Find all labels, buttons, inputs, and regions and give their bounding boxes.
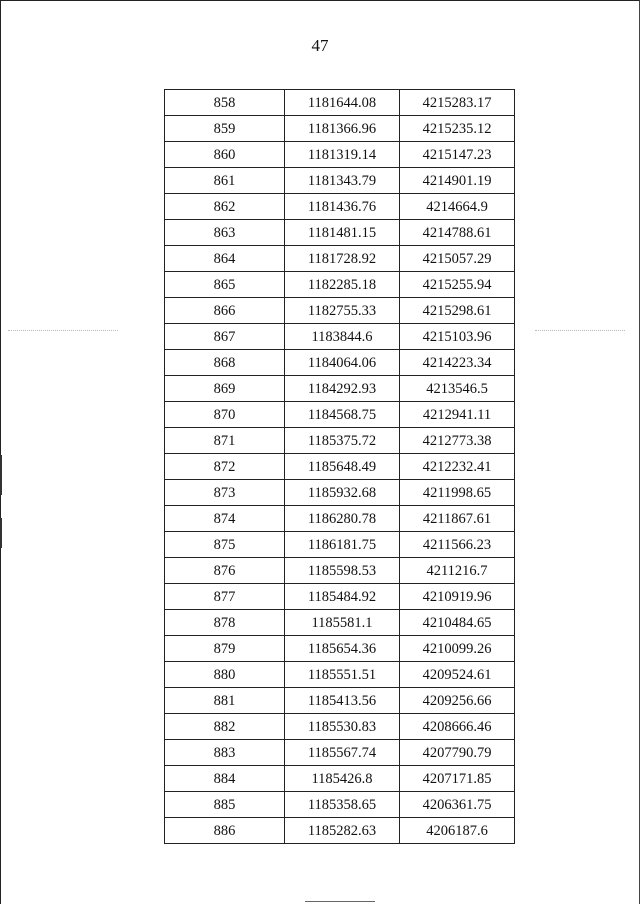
x-coordinate-cell: 1185530.83 [285, 714, 400, 740]
point-number-cell: 862 [165, 194, 285, 220]
scan-edge-mark [0, 455, 2, 495]
point-number-cell: 881 [165, 688, 285, 714]
coordinates-table [164, 89, 515, 844]
x-coordinate-cell: 1185413.56 [285, 688, 400, 714]
x-coordinate-cell: 1181343.79 [285, 168, 400, 194]
table-row [165, 350, 515, 376]
scan-artifact-right [535, 330, 625, 332]
table-row [165, 740, 515, 766]
x-coordinate-cell: 1182755.33 [285, 298, 400, 324]
point-number-cell: 868 [165, 350, 285, 376]
table-row [165, 324, 515, 350]
table-row [165, 766, 515, 792]
table-row [165, 558, 515, 584]
table-row [165, 246, 515, 272]
y-coordinate-cell: 4215057.29 [400, 246, 515, 272]
table-row [165, 662, 515, 688]
x-coordinate-cell: 1182285.18 [285, 272, 400, 298]
point-number-cell: 870 [165, 402, 285, 428]
x-coordinate-cell: 1185551.51 [285, 662, 400, 688]
x-coordinate-cell: 1183844.6 [285, 324, 400, 350]
table-row [165, 90, 515, 116]
y-coordinate-cell: 4211566.23 [400, 532, 515, 558]
point-number-cell: 879 [165, 636, 285, 662]
x-coordinate-cell: 1186181.75 [285, 532, 400, 558]
point-number-cell: 872 [165, 454, 285, 480]
y-coordinate-cell: 4215147.23 [400, 142, 515, 168]
table-row [165, 688, 515, 714]
point-number-cell: 858 [165, 90, 285, 116]
x-coordinate-cell: 1181319.14 [285, 142, 400, 168]
y-coordinate-cell: 4209524.61 [400, 662, 515, 688]
point-number-cell: 878 [165, 610, 285, 636]
table-row [165, 272, 515, 298]
table-row [165, 298, 515, 324]
table-row [165, 402, 515, 428]
y-coordinate-cell: 4214901.19 [400, 168, 515, 194]
table-row [165, 714, 515, 740]
y-coordinate-cell: 4209256.66 [400, 688, 515, 714]
point-number-cell: 863 [165, 220, 285, 246]
y-coordinate-cell: 4211867.61 [400, 506, 515, 532]
y-coordinate-cell: 4210919.96 [400, 584, 515, 610]
table-row [165, 792, 515, 818]
table-row [165, 480, 515, 506]
y-coordinate-cell: 4211998.65 [400, 480, 515, 506]
y-coordinate-cell: 4212232.41 [400, 454, 515, 480]
y-coordinate-cell: 4214223.34 [400, 350, 515, 376]
y-coordinate-cell: 4215283.17 [400, 90, 515, 116]
point-number-cell: 876 [165, 558, 285, 584]
x-coordinate-cell: 1185648.49 [285, 454, 400, 480]
x-coordinate-cell: 1181728.92 [285, 246, 400, 272]
x-coordinate-cell: 1184064.06 [285, 350, 400, 376]
x-coordinate-cell: 1185375.72 [285, 428, 400, 454]
table-row [165, 376, 515, 402]
table-row [165, 428, 515, 454]
point-number-cell: 865 [165, 272, 285, 298]
point-number-cell: 886 [165, 818, 285, 844]
x-coordinate-cell: 1185358.65 [285, 792, 400, 818]
table-row [165, 506, 515, 532]
point-number-cell: 861 [165, 168, 285, 194]
point-number-cell: 885 [165, 792, 285, 818]
table-row [165, 454, 515, 480]
y-coordinate-cell: 4215255.94 [400, 272, 515, 298]
x-coordinate-cell: 1184292.93 [285, 376, 400, 402]
y-coordinate-cell: 4207171.85 [400, 766, 515, 792]
point-number-cell: 860 [165, 142, 285, 168]
x-coordinate-cell: 1185426.8 [285, 766, 400, 792]
y-coordinate-cell: 4211216.7 [400, 558, 515, 584]
y-coordinate-cell: 4215298.61 [400, 298, 515, 324]
point-number-cell: 864 [165, 246, 285, 272]
point-number-cell: 859 [165, 116, 285, 142]
x-coordinate-cell: 1181436.76 [285, 194, 400, 220]
y-coordinate-cell: 4210484.65 [400, 610, 515, 636]
x-coordinate-cell: 1181366.96 [285, 116, 400, 142]
x-coordinate-cell: 1184568.75 [285, 402, 400, 428]
point-number-cell: 871 [165, 428, 285, 454]
y-coordinate-cell: 4206187.6 [400, 818, 515, 844]
x-coordinate-cell: 1186280.78 [285, 506, 400, 532]
table-row [165, 584, 515, 610]
point-number-cell: 875 [165, 532, 285, 558]
point-number-cell: 869 [165, 376, 285, 402]
point-number-cell: 884 [165, 766, 285, 792]
y-coordinate-cell: 4215103.96 [400, 324, 515, 350]
x-coordinate-cell: 1185484.92 [285, 584, 400, 610]
x-coordinate-cell: 1185282.63 [285, 818, 400, 844]
scan-edge-mark [0, 518, 2, 548]
x-coordinate-cell: 1181644.08 [285, 90, 400, 116]
table-row [165, 610, 515, 636]
y-coordinate-cell: 4214664.9 [400, 194, 515, 220]
y-coordinate-cell: 4212941.11 [400, 402, 515, 428]
y-coordinate-cell: 4206361.75 [400, 792, 515, 818]
point-number-cell: 882 [165, 714, 285, 740]
page-number: 47 [311, 36, 329, 55]
scan-artifact-left [8, 330, 118, 332]
y-coordinate-cell: 4208666.46 [400, 714, 515, 740]
table-row [165, 168, 515, 194]
x-coordinate-cell: 1185932.68 [285, 480, 400, 506]
y-coordinate-cell: 4212773.38 [400, 428, 515, 454]
x-coordinate-cell: 1185654.36 [285, 636, 400, 662]
table-row [165, 532, 515, 558]
page-bottom-mark [305, 901, 375, 902]
x-coordinate-cell: 1185598.53 [285, 558, 400, 584]
table-row [165, 142, 515, 168]
coordinates-table-body [165, 90, 515, 844]
point-number-cell: 880 [165, 662, 285, 688]
x-coordinate-cell: 1185567.74 [285, 740, 400, 766]
table-row [165, 818, 515, 844]
y-coordinate-cell: 4215235.12 [400, 116, 515, 142]
point-number-cell: 873 [165, 480, 285, 506]
point-number-cell: 874 [165, 506, 285, 532]
y-coordinate-cell: 4214788.61 [400, 220, 515, 246]
y-coordinate-cell: 4210099.26 [400, 636, 515, 662]
y-coordinate-cell: 4207790.79 [400, 740, 515, 766]
table-row [165, 194, 515, 220]
point-number-cell: 877 [165, 584, 285, 610]
y-coordinate-cell: 4213546.5 [400, 376, 515, 402]
x-coordinate-cell: 1181481.15 [285, 220, 400, 246]
point-number-cell: 867 [165, 324, 285, 350]
x-coordinate-cell: 1185581.1 [285, 610, 400, 636]
point-number-cell: 883 [165, 740, 285, 766]
table-row [165, 220, 515, 246]
table-row [165, 116, 515, 142]
table-row [165, 636, 515, 662]
point-number-cell: 866 [165, 298, 285, 324]
